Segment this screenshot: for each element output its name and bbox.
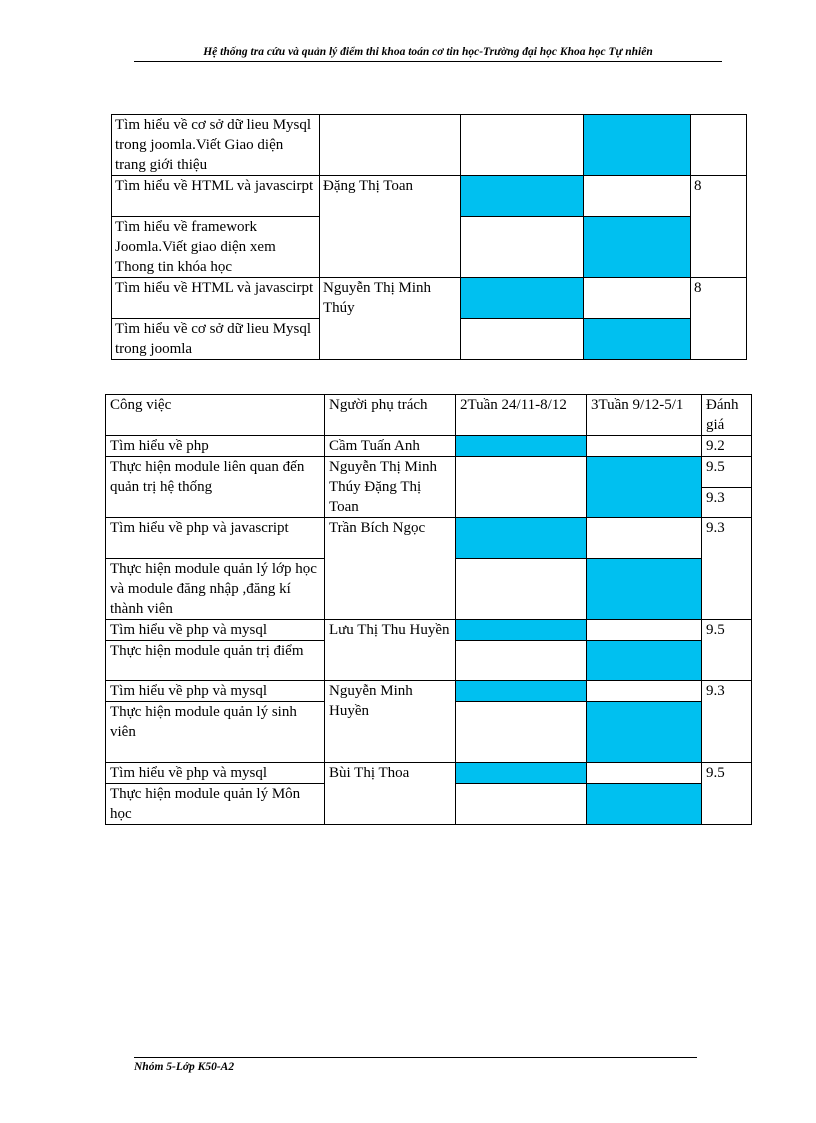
week2-cell-filled	[587, 457, 702, 518]
task-cell: Tìm hiểu về framework Joomla.Viết giao diện xem Thong tin khóa học	[112, 217, 320, 278]
week2-cell	[587, 518, 702, 559]
week1-cell	[461, 319, 584, 360]
task-cell: Tìm hiểu về php và javascript	[106, 518, 325, 559]
header-row	[106, 395, 752, 436]
week2-cell-filled	[587, 559, 702, 620]
week1-cell	[456, 641, 587, 681]
score-cell: 8	[691, 278, 747, 360]
score-cell: 9.3	[702, 487, 752, 518]
week2-cell-filled	[584, 319, 691, 360]
week1-cell	[456, 702, 587, 763]
week2-cell	[587, 681, 702, 702]
table-row	[106, 457, 752, 488]
score-cell: 9.5	[702, 620, 752, 681]
score-cell: 9.3	[702, 518, 752, 620]
task-cell: Thực hiện module quản lý sinh viên	[106, 702, 325, 763]
person-cell: Nguyễn Minh Huyền	[325, 681, 456, 763]
score-cell: 9.5	[702, 457, 752, 488]
score-cell: 9.2	[702, 436, 752, 457]
week1-cell	[456, 457, 587, 518]
footer-divider	[134, 1057, 697, 1058]
task-cell: Tìm hiểu về HTML và javascirpt	[112, 176, 320, 217]
week2-cell	[587, 436, 702, 457]
person-cell	[320, 115, 461, 176]
table-row	[112, 115, 747, 176]
week1-cell	[461, 115, 584, 176]
header-week1: 2Tuần 24/11-8/12	[456, 395, 587, 436]
table-row	[106, 436, 752, 457]
week1-cell-filled	[456, 436, 587, 457]
task-assignment-table	[105, 394, 752, 825]
header-week2: 3Tuần 9/12-5/1	[587, 395, 702, 436]
task-cell: Tìm hiểu về php	[106, 436, 325, 457]
week1-cell-filled	[456, 620, 587, 641]
header-task: Công việc	[106, 395, 325, 436]
person-cell: Nguyễn Thị Minh Thúy	[320, 278, 461, 360]
person-cell: Bùi Thị Thoa	[325, 763, 456, 825]
week1-cell-filled	[461, 278, 584, 319]
task-cell: Tìm hiểu về php và mysql	[106, 681, 325, 702]
table-row	[106, 620, 752, 641]
table-row	[106, 763, 752, 784]
week1-cell-filled	[456, 681, 587, 702]
person-cell: Cầm Tuấn Anh	[325, 436, 456, 457]
table-row	[112, 176, 747, 217]
week1-cell-filled	[461, 176, 584, 217]
header-score: Đánh giá	[702, 395, 752, 436]
score-cell: 9.3	[702, 681, 752, 763]
person-cell: Trần Bích Ngọc	[325, 518, 456, 620]
score-cell: 9.5	[702, 763, 752, 825]
task-cell: Tìm hiểu về cơ sở dữ lieu Mysql trong joomla	[112, 319, 320, 360]
task-cell: Thực hiện module quản lý lớp học và module đăng nhập ,đăng kí thành viên	[106, 559, 325, 620]
week2-cell	[587, 620, 702, 641]
person-cell: Nguyễn Thị Minh Thúy Đặng Thị Toan	[325, 457, 456, 518]
week1-cell-filled	[456, 763, 587, 784]
page-footer: Nhóm 5-Lớp K50-A2	[134, 1061, 235, 1073]
week2-cell-filled	[584, 217, 691, 278]
table-row	[106, 518, 752, 559]
task-table-continued	[111, 114, 747, 360]
header-person: Người phụ trách	[325, 395, 456, 436]
person-cell: Đặng Thị Toan	[320, 176, 461, 278]
task-cell: Thực hiện module quản lý Môn học	[106, 784, 325, 825]
task-cell: Thực hiện module liên quan đến quản trị hệ thống	[106, 457, 325, 518]
week1-cell	[461, 217, 584, 278]
score-cell: 8	[691, 176, 747, 278]
person-cell: Lưu Thị Thu Huyền	[325, 620, 456, 681]
page-header: Hệ thống tra cứu và quản lý điểm thi khoa toán cơ tin học-Trường đại học Khoa học Tự nhiên	[134, 46, 722, 62]
week2-cell-filled	[587, 641, 702, 681]
task-cell: Thực hiện module quản trị điểm	[106, 641, 325, 681]
week1-cell	[456, 784, 587, 825]
week2-cell	[584, 176, 691, 217]
table-row	[112, 278, 747, 319]
week2-cell-filled	[587, 702, 702, 763]
week2-cell	[584, 278, 691, 319]
task-cell: Tìm hiểu về php và mysql	[106, 620, 325, 641]
task-cell: Tìm hiểu về php và mysql	[106, 763, 325, 784]
table-row	[106, 681, 752, 702]
week1-cell-filled	[456, 518, 587, 559]
task-cell: Tìm hiểu về HTML và javascirpt	[112, 278, 320, 319]
task-cell: Tìm hiểu về cơ sở dữ lieu Mysql trong joomla.Viết Giao diện trang giới thiệu	[112, 115, 320, 176]
week2-cell-filled	[587, 784, 702, 825]
week1-cell	[456, 559, 587, 620]
week2-cell-filled	[584, 115, 691, 176]
score-cell	[691, 115, 747, 176]
week2-cell	[587, 763, 702, 784]
